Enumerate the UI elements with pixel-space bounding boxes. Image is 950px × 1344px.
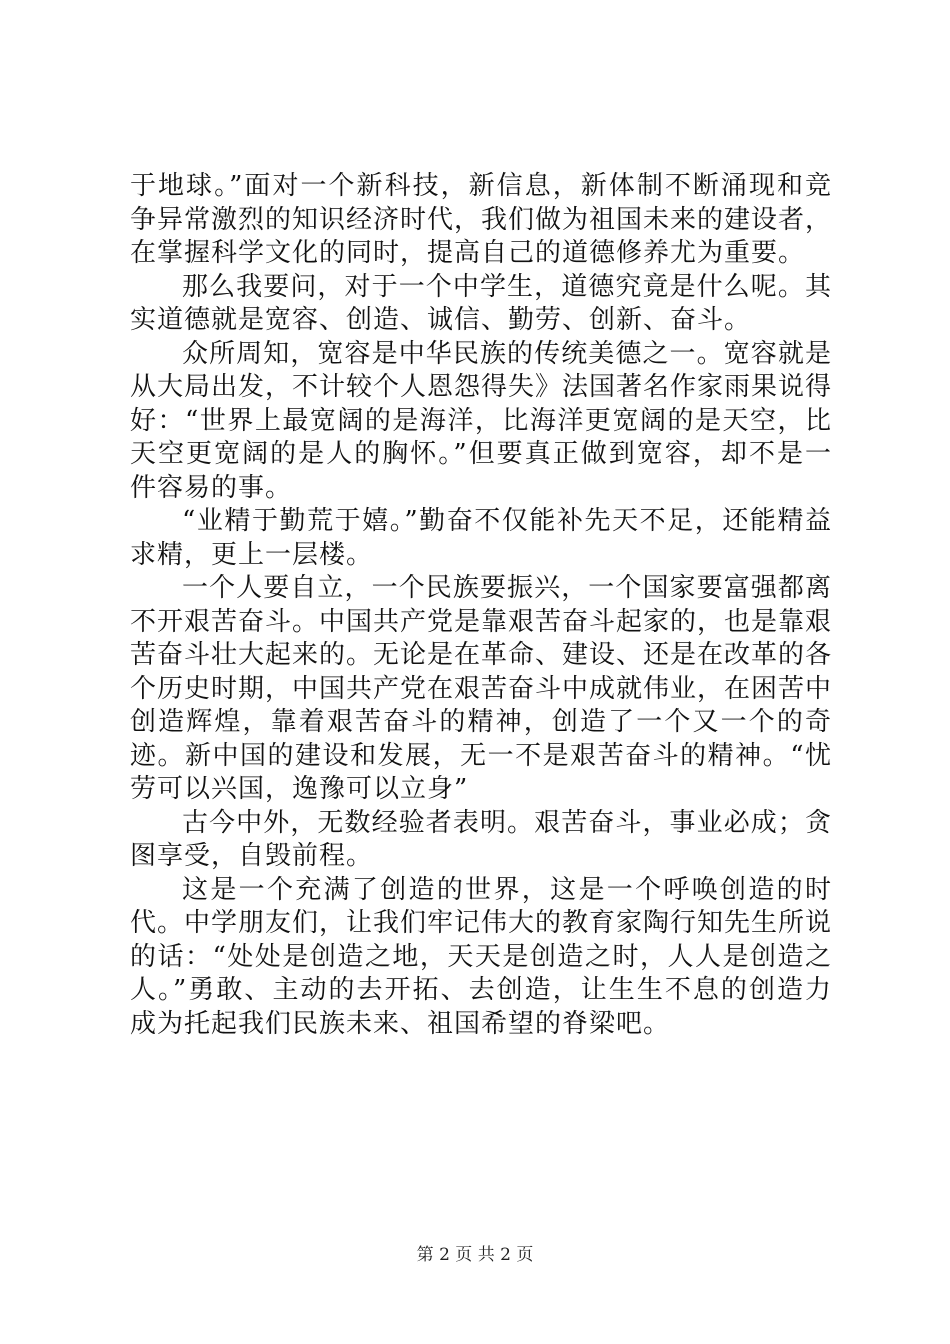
body-text xyxy=(130,170,832,1041)
paragraph-3: 众所周知，宽容是中华民族的传统美德之一。宽容就是从大局出发，不计较个人恩怨得失》法国著名作家雨果说得好：“世界上最宽阔的是海洋，比海洋更宽阔的是天空，比天空更宽阔的是人的胸怀。”但要真正做到宽容，却不是一件容易的事。 xyxy=(130,338,833,503)
paragraph-4: “业精于勤荒于嬉。”勤奋不仅能补先天不足，还能精益求精，更上一层楼。 xyxy=(130,506,832,570)
paragraph-1: 于地球。”面对一个新科技，新信息，新体制不断涌现和竞争异常激烈的知识经济时代，我们做为祖国未来的建设者，在掌握科学文化的同时，提高自己的道德修养尤为重要。 xyxy=(130,171,833,268)
paragraph-2: 那么我要问，对于一个中学生，道德究竟是什么呢。其实道德就是宽容、创造、诚信、勤劳、创新、奋斗。 xyxy=(130,271,832,335)
paragraph-5: 一个人要自立，一个民族要振兴，一个国家要富强都离不开艰苦奋斗。中国共产党是靠艰苦奋斗起家的，也是靠艰苦奋斗壮大起来的。无论是在革命、建设、还是在改革的各个历史时期，中国共产党在艰苦奋斗中成就伟业，在困苦中创造辉煌，靠着艰苦奋斗的精神，创造了一个又一个的奇迹。新中国的建设和发展，无一不是艰苦奋斗的精神。“忧劳可以兴国，逸豫可以立身” xyxy=(130,573,833,804)
page-number-footer: 第 2 页 共 2 页 xyxy=(416,1245,534,1265)
paragraph-6: 古今中外，无数经验者表明。艰苦奋斗，事业必成；贪图享受，自毁前程。 xyxy=(130,807,832,871)
paragraph-7: 这是一个充满了创造的世界，这是一个呼唤创造的时代。中学朋友们，让我们牢记伟大的教育家陶行知先生所说的话：“处处是创造之地，天天是创造之时，人人是创造之人。”勇敢、主动的去开拓、去创造，让生生不息的创造力成为托起我们民族未来、祖国希望的脊梁吧。 xyxy=(130,874,833,1039)
